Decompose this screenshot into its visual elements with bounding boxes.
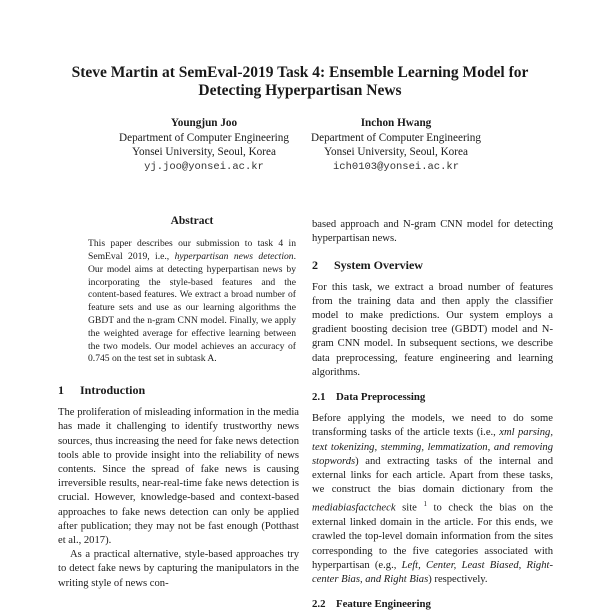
author-name: Youngjun Joo xyxy=(170,117,238,129)
footnote-marker: 1 xyxy=(423,500,427,509)
author-affiliation: Yonsei University, Seoul, Korea xyxy=(324,146,468,158)
introduction-section xyxy=(58,383,299,591)
author-email: ich0103@yonsei.ac.kr xyxy=(332,160,460,173)
abstract-section xyxy=(88,214,296,366)
subsection-heading-data-preprocessing: 2.1 Data Preprocessing xyxy=(312,391,426,404)
continued-paragraph: based approach and N-gram CNN model for detecting hyperpartisan news. xyxy=(312,219,553,245)
title-line-1: Steve Martin at SemEval-2019 Task 4: Ensemble Learning Model for xyxy=(71,64,529,81)
section-heading-introduction: 1 Introduction xyxy=(58,383,146,397)
right-column xyxy=(312,218,553,611)
author-2 xyxy=(296,116,496,174)
intro-paragraph-2: As a practical alternative, style-based approaches try to detect fake news by capturing the manipulators in the writing style of news con- xyxy=(58,549,299,589)
author-email: yj.joo@yonsei.ac.kr xyxy=(144,160,264,173)
author-affiliation: Yonsei University, Seoul, Korea xyxy=(132,146,276,158)
title-line-2: Detecting Hyperpartisan News xyxy=(198,82,402,99)
author-1 xyxy=(104,116,304,174)
author-dept: Department of Computer Engineering xyxy=(311,131,481,144)
section-heading-system-overview: 2 System Overview xyxy=(312,258,423,273)
intro-paragraph-1: The proliferation of misleading information in the media has made it challenging to identify trustworthy news sources, thus increasing the need for fake news detection tools able to provide insight into the reliability of news contents. Since the spread of fake news is causing irreversible results, near-real-time fake news detection is crucial. However, knowledge-based and context-based approaches to fake news detection can only be applied after publication; they may not be fast enough (Potthast et al., 2017). xyxy=(58,407,299,547)
abstract-text: This paper describes our submission to task 4 in SemEval 2019, i.e., hyperpartisan news detection. Our model aims at detecting hyperpartisan news by incorporating the style-based features and the content-based features. We extract a broad number of feature sets and use as our learning algorithms the GBDT and the n-gram CNN model. Finally, we apply the weighted average for effective learning between the two models. Our model achieves an accuracy of 0.745 on the test set in subtask A. xyxy=(88,238,296,365)
abstract-heading: Abstract xyxy=(170,215,214,227)
author-dept: Department of Computer Engineering xyxy=(119,131,289,144)
subsection-heading-feature-engineering: 2.2 Feature Engineering xyxy=(312,598,431,611)
paper-title xyxy=(0,64,600,100)
author-name: Inchon Hwang xyxy=(360,117,432,129)
data-preprocessing-paragraph: Before applying the models, we need to do some transforming tasks of the article texts (i.e., xml parsing, text tokenizing, stemming, lemmatization, and removing stopwords) and extracting tasks of the internal and external links for each article. Apart from these tasks, we construct the bias domain dictionary from the mediabiasfactcheck site $^1$ to check the bias on the external linked domain in the article. For this ends, we crawled the top-level domain information from the sites corresponding to the five categories associated with hyperpartisan (e.g., Left, Center, Least Biased, Right-center Bias, and Right Bias) respectively. xyxy=(312,413,553,585)
system-overview-paragraph: For this task, we extract a broad number of features from the training data and then apply the classifier model to make predictions. Our system employs a gradient boosting decision tree (GBDT) model and N-gram CNN model. In subsequent sections, we describe data preprocessing, feature engineering and learning algorithms. xyxy=(312,281,553,378)
